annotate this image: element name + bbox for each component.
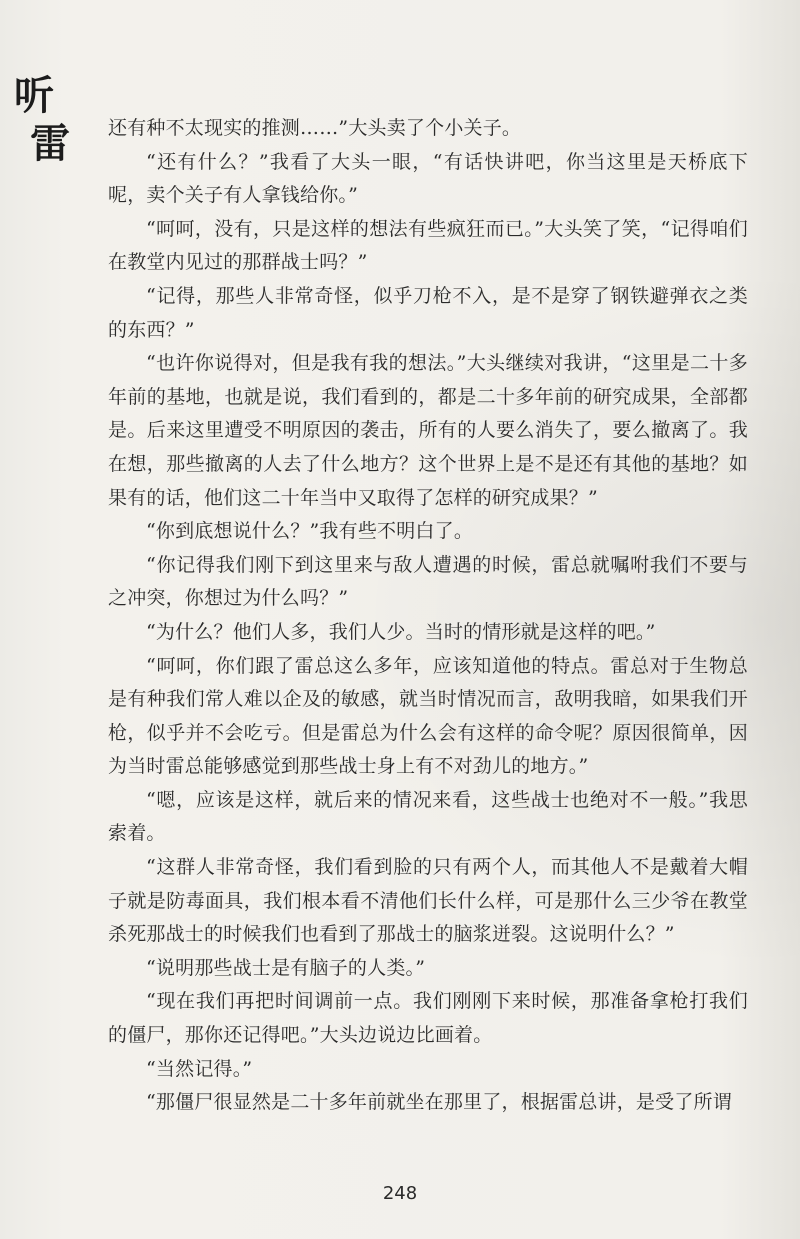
paragraph: “这群人非常奇怪，我们看到脸的只有两个人，而其他人不是戴着大帽子就是防毒面具，我们根本看不清他们长什么样，可是那什么三少爷在教堂杀死那战士的时候我们也看到了那战士的脑浆迸裂。这说明什么？” — [108, 856, 748, 946]
running-title-char-2: 雷 — [30, 120, 70, 167]
page-number: 248 — [382, 1183, 418, 1204]
paragraph: “说明那些战士是有脑子的人类。” — [146, 956, 426, 979]
paragraph: “呵呵，没有，只是这样的想法有些疯狂而已。”大头笑了笑，“记得咱们在教堂内见过的那群战士吗？” — [108, 217, 748, 274]
body-text — [108, 112, 748, 1120]
paragraph: “那僵尸很显然是二十多年前就坐在那里了，根据雷总讲，是受了所谓 — [146, 1091, 732, 1114]
paragraph: “嗯，应该是这样，就后来的情况来看，这些战士也绝对不一般。”我思索着。 — [108, 788, 748, 845]
paragraph: “当然记得。” — [146, 1057, 253, 1080]
paragraph: “还有什么？”我看了大头一眼，“有话快讲吧，你当这里是天桥底下呢，卖个关子有人拿钱给你。” — [108, 150, 748, 207]
paragraph: “也许你说得对，但是我有我的想法。”大头继续对我讲，“这里是二十多年前的基地，也就是说，我们看到的，都是二十多年前的研究成果，全部都是。后来这里遭受不明原因的袭击，所有的人要么消失了，要么撤离了。我在想，那些撤离的人去了什么地方？这个世界上是不是还有其他的基地？如果有的话，他们这二十年当中又取得了怎样的研究成果？” — [108, 352, 748, 509]
paragraph: “现在我们再把时间调前一点。我们刚刚下来时候，那准备拿枪打我们的僵尸，那你还记得吧。”大头边说边比画着。 — [108, 990, 748, 1047]
paragraph: “为什么？他们人多，我们人少。当时的情形就是这样的吧。” — [146, 620, 656, 643]
running-title — [14, 72, 74, 168]
paragraph: 还有种不太现实的推测……”大头卖了个小关子。 — [108, 117, 522, 139]
paragraph: “记得，那些人非常奇怪，似乎刀枪不入，是不是穿了钢铁避弹衣之类的东西？” — [108, 284, 748, 341]
paragraph: “你到底想说什么？”我有些不明白了。 — [146, 520, 474, 543]
paragraph: “你记得我们刚下到这里来与敌人遭遇的时候，雷总就嘱咐我们不要与之冲突，你想过为什么吗？” — [108, 553, 748, 610]
paragraph: “呵呵，你们跟了雷总这么多年，应该知道他的特点。雷总对于生物总是有种我们常人难以企及的敏感，就当时情况而言，敌明我暗，如果我们开枪，似乎并不会吃亏。但是雷总为什么会有这样的命令呢？原因很简单，因为当时雷总能够感觉到那些战士身上有不对劲儿的地方。” — [108, 654, 748, 778]
running-title-char-1: 听 — [14, 72, 54, 119]
